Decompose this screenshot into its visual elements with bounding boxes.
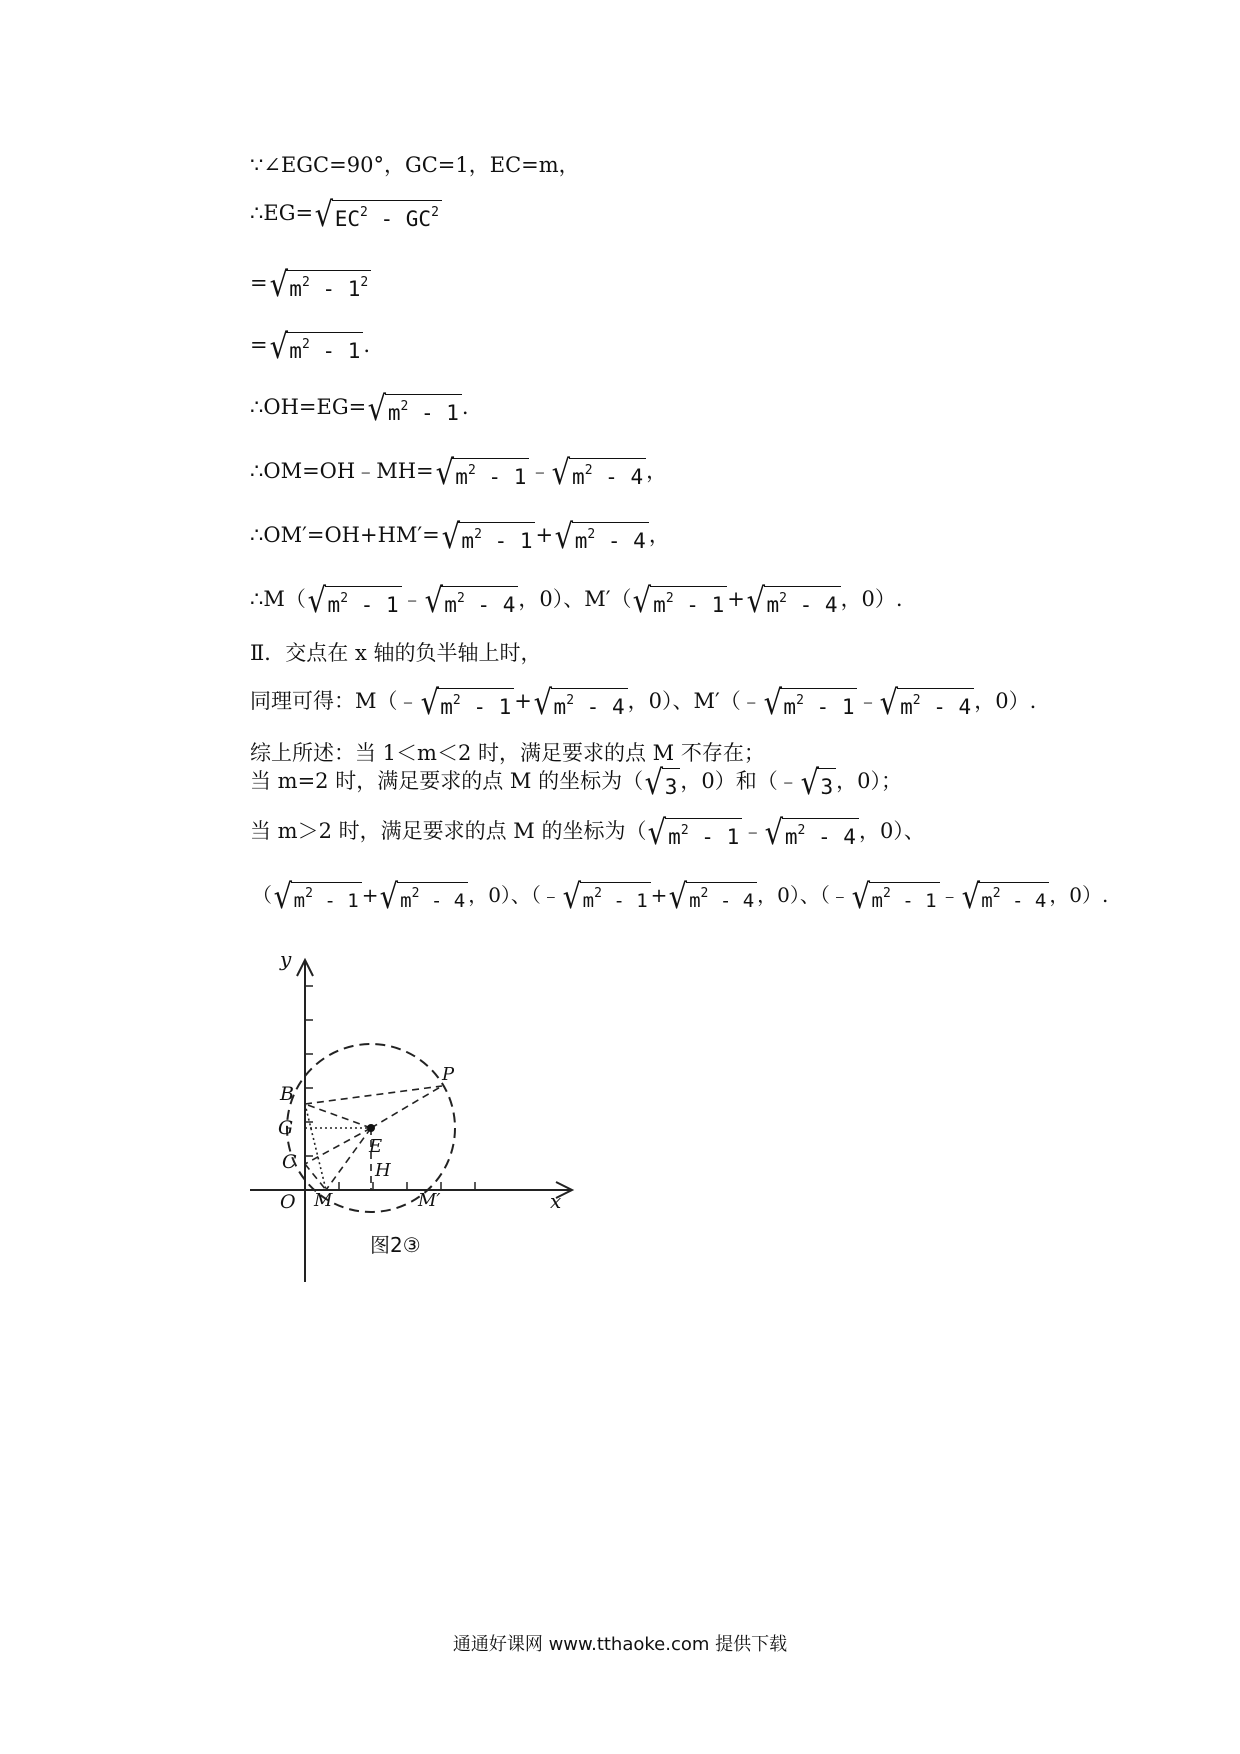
- line-9: Ⅱ．交点在 x 轴的负半轴上时，: [250, 641, 542, 665]
- geometry-figure: [240, 947, 562, 1290]
- line-13: 当 m＞2 时，满足要求的点 M 的坐标为（$√m^2 - 1$ $﹣√m^2 - 4$ ，0）、: [250, 813, 925, 853]
- x-ticks: [339, 1182, 475, 1190]
- line-12: 当 m=2 时，满足要求的点 M 的坐标为（√3 ，0）和（﹣√3 ，0）；: [250, 763, 902, 803]
- line-14: （$√m^2 - 1 +√m^2 - 4$ ，0）、（$﹣√m^2 - 1 +√m^2 - 4$ ，0）、（$﹣√m^2 - 1$ $﹣√m^2 - 4$ ，0）.: [252, 877, 1109, 917]
- label-c: C: [282, 1151, 297, 1173]
- center-point-e: [367, 1124, 375, 1132]
- label-y: y: [280, 947, 292, 971]
- label-m-prime: M′: [418, 1190, 441, 1211]
- label-o: O: [280, 1191, 296, 1213]
- line-2: $\therefore EG=√EC^2 - GC^2$: [250, 198, 442, 231]
- line-11: 综上所述：当 1＜m＜2 时，满足要求的点 M 不存在；: [250, 741, 765, 765]
- line-1: ∵∠EGC=90°，GC=1，EC=m，: [250, 153, 580, 177]
- line-8: $\therefore M(√m^2 - 1$ $﹣√m^2 - 4$ ，0）、$M'(√m^2 - 1 +√m^2 - 4$ ，0）.: [250, 581, 903, 621]
- line-6: $\therefore OM=OH﹣MH=√m^2 - 1$ $﹣√m^2 - 4$ ，: [250, 453, 668, 493]
- label-h: H: [375, 1160, 391, 1181]
- label-x: x: [550, 1189, 562, 1213]
- line-7: $\therefore OM'=OH+HM'=√m^2 - 1 +√m^2 - 4$ ，: [250, 517, 670, 557]
- label-e: E: [369, 1136, 383, 1157]
- line-3: $=√m^2 - 1^2$: [250, 268, 371, 301]
- line-10: 同理可得：$M(﹣√m^2 - 1 +√m^2 - 4$ ，0）、$M'(﹣√m^2 - 1$ $﹣√m^2 - 4$ ，0）.: [250, 683, 1037, 723]
- figure-caption: 图2③: [370, 1233, 421, 1257]
- label-m: M: [314, 1190, 333, 1211]
- label-g: G: [278, 1117, 294, 1139]
- line-4: $=√m^2 - 1$ .: [250, 327, 371, 367]
- label-p: P: [442, 1064, 455, 1085]
- line-5: $\therefore OH=EG=√m^2 - 1$ .: [250, 389, 469, 429]
- page-footer: 通通好课网 www.tthaoke.com 提供下载: [452, 1634, 788, 1655]
- label-b: B: [280, 1083, 294, 1105]
